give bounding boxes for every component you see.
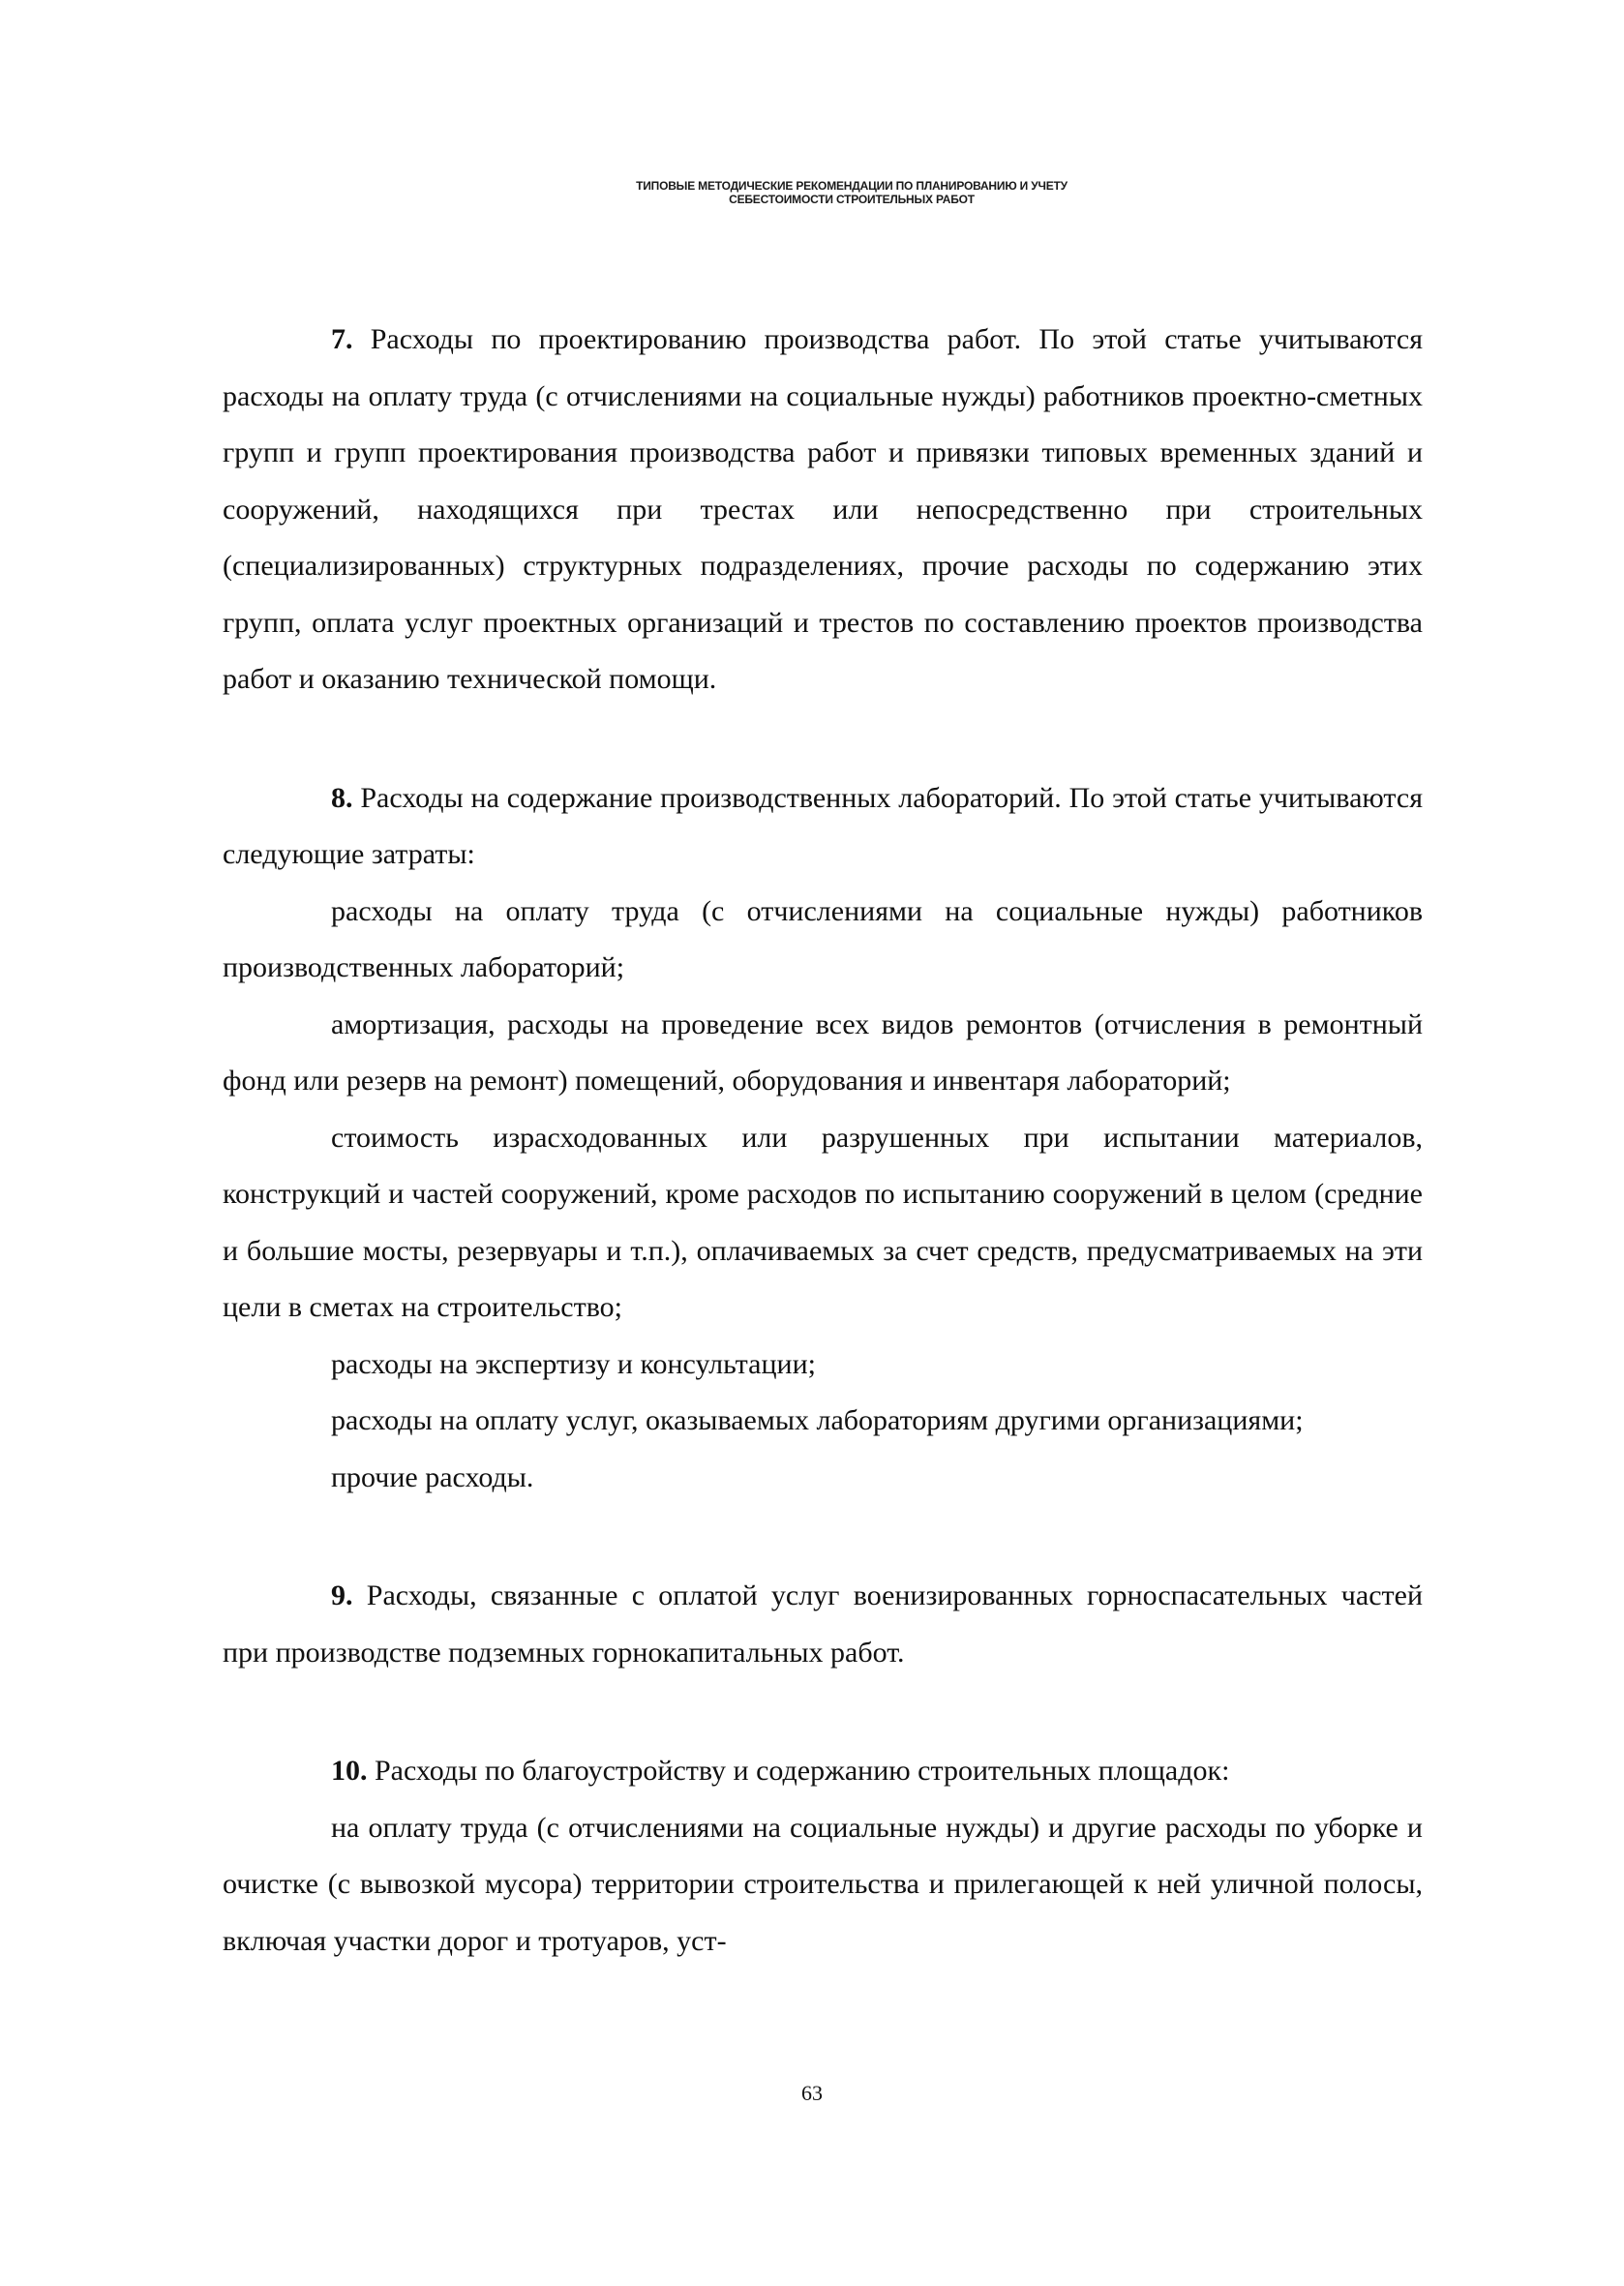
section-8-item: расходы на экспертизу и консультации;: [331, 1347, 816, 1380]
section-8: [223, 770, 1423, 884]
section-10-text: Расходы по благоустройству и содержанию строительных площадок:: [375, 1755, 1230, 1787]
section-7: [223, 312, 1423, 708]
section-10: [223, 1743, 1423, 1800]
page-number: 63: [801, 2081, 823, 2105]
section-8-item: прочие расходы.: [331, 1460, 534, 1493]
header-line-1: ТИПОВЫЕ МЕТОДИЧЕСКИЕ РЕКОМЕНДАЦИИ ПО ПЛАНИРОВАНИЮ И УЧЕТУ: [636, 179, 1068, 193]
section-8-text: Расходы на содержание производственных лабораторий. По этой статье учитываются следующие затраты:: [223, 781, 1424, 870]
section-7-text: Расходы по проектированию производства работ. По этой статье учитываются расходы на оплату труда (с отчислениями на социальные нужды) работников проектно-сметных групп и групп проектирования производства работ и привязки типовых временных зданий и сооружений, находящихся при трестах или непосредственно при строительных (специализированных) структурных подразделениях, прочие расходы по содержанию этих групп, оплата услуг проектных организаций и трестов по составлению проектов производства работ и оказанию технической помощи.: [223, 323, 1424, 695]
section-9-number: 9.: [331, 1579, 353, 1611]
running-header: [542, 179, 1161, 206]
section-7-number: 7.: [331, 323, 353, 355]
header-line-2: СЕБЕСТОИМОСТИ СТРОИТЕЛЬНЫХ РАБОТ: [729, 193, 975, 206]
section-9: [223, 1568, 1423, 1681]
section-8-number: 8.: [331, 781, 353, 814]
section-8-item: амортизация, расходы на проведение всех видов ремонтов (отчисления в ремонтный фонд или резерв на ремонт) помещений, оборудования и инвентаря лабораторий;: [223, 1008, 1423, 1097]
section-10-item: на оплату труда (с отчислениями на социальные нужды) и другие расходы по уборке и очистке (с вывозкой мусора) территории строительства и прилегающей к ней уличной полосы, включая участки дорог и тротуаров, уст-: [223, 1811, 1423, 1957]
section-8-item: расходы на оплату услуг, оказываемых лабораториям другими организациями;: [331, 1404, 1304, 1436]
section-9-text: Расходы, связанные с оплатой услуг военизированных горноспасательных частей при производстве подземных горнокапитальных работ.: [223, 1579, 1424, 1669]
section-8-item: стоимость израсходованных или разрушенных при испытании материалов, конструкций и частей сооружений, кроме расходов по испытанию сооружений в целом (средние и большие мосты, резервуары и т.п.), оплачиваемых за счет средств, предусматриваемых на эти цели в сметах на строительство;: [223, 1121, 1423, 1323]
section-10-number: 10.: [331, 1755, 368, 1787]
section-8-item: расходы на оплату труда (с отчислениями на социальные нужды) работников производственных лабораторий;: [223, 894, 1423, 983]
body-text: [223, 312, 1423, 1970]
